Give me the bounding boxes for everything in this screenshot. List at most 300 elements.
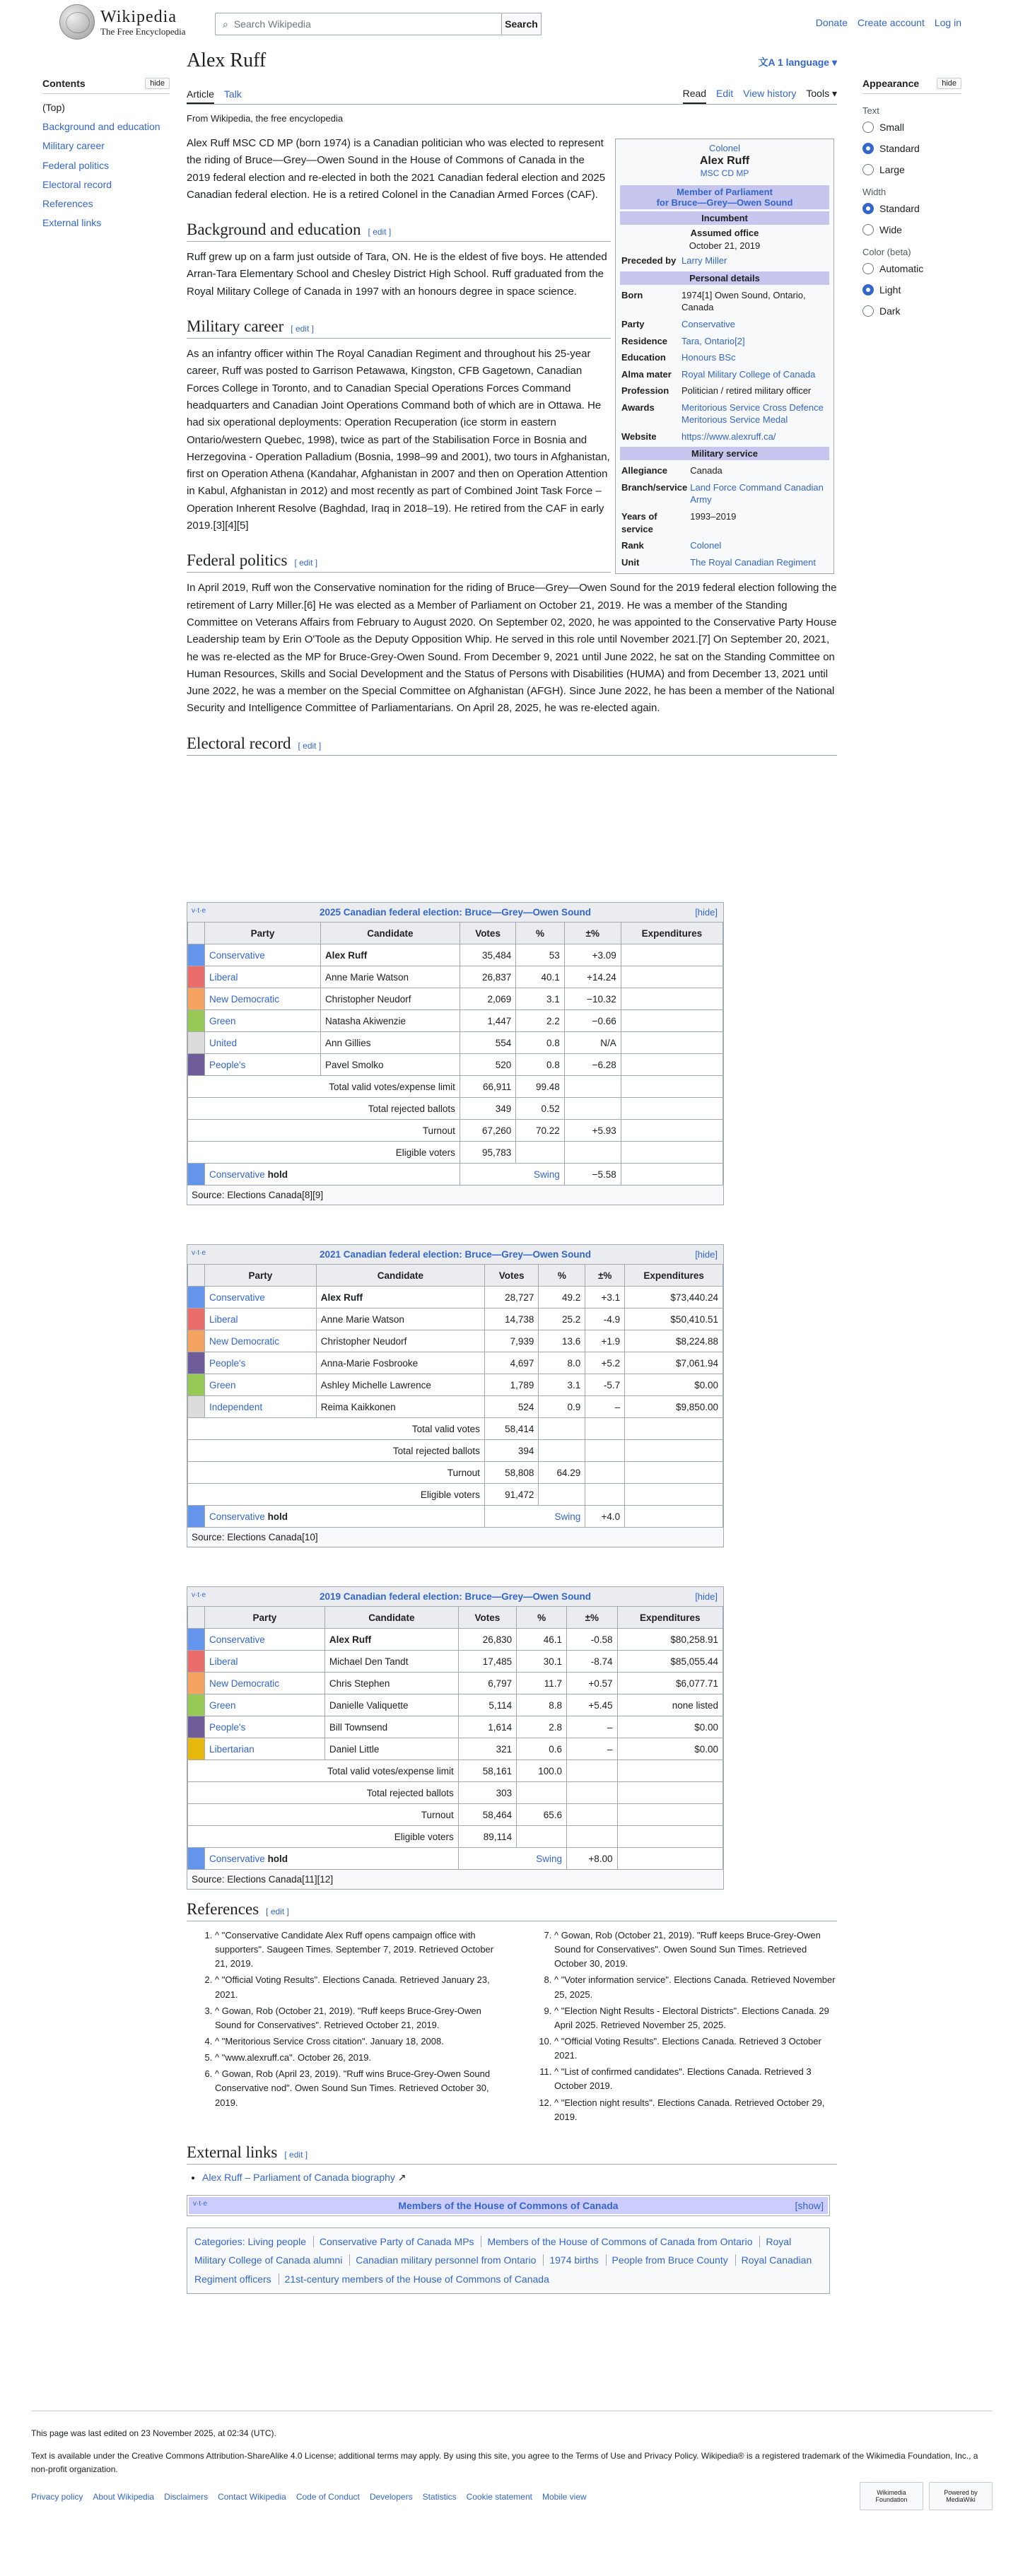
totals-label: Total rejected ballots xyxy=(188,1440,485,1462)
party-link[interactable]: Independent xyxy=(209,1401,263,1412)
totals-row xyxy=(188,1484,723,1506)
unit-value[interactable]: The Royal Canadian Regiment xyxy=(690,556,817,568)
party-link[interactable]: Green xyxy=(209,1015,236,1026)
percent-cell: 2.8 xyxy=(517,1716,567,1738)
vte-links[interactable]: v·t·e xyxy=(192,907,206,915)
votes-cell: 524 xyxy=(484,1396,538,1418)
party-color-swatch xyxy=(188,1374,205,1396)
table-row xyxy=(188,966,723,988)
section-heading-external: External links [ edit ] xyxy=(187,2143,837,2165)
party-link[interactable]: Liberal xyxy=(209,971,238,983)
category-link[interactable]: Conservative Party of Canada MPs xyxy=(313,2236,474,2247)
expenditures-cell: $8,224.88 xyxy=(625,1330,723,1352)
change-cell: +14.24 xyxy=(564,966,621,988)
tab-talk[interactable]: Talk xyxy=(223,88,242,100)
rank-value[interactable]: Colonel xyxy=(690,540,722,551)
appearance-title: Appearance xyxy=(862,78,920,89)
totals-votes: 58,414 xyxy=(484,1418,538,1440)
totals-label: Turnout xyxy=(188,1120,460,1142)
navbox-show-button[interactable]: [show] xyxy=(795,2199,824,2211)
totals-percent xyxy=(539,1440,585,1462)
percent-cell: 0.6 xyxy=(517,1738,567,1760)
totals-change xyxy=(564,1076,621,1098)
candidate-name: Anna-Marie Fosbrooke xyxy=(316,1352,484,1374)
votes-cell: 14,738 xyxy=(484,1309,538,1330)
party-link[interactable]: Green xyxy=(209,1379,236,1391)
party-link[interactable]: Liberal xyxy=(209,1656,238,1667)
party-color-swatch xyxy=(188,1010,205,1032)
category-link[interactable]: Canadian military personnel from Ontario xyxy=(349,2254,536,2266)
table-of-contents xyxy=(42,78,170,235)
preceded-label: Preceded by xyxy=(621,255,677,267)
candidate-name: Pavel Smolko xyxy=(320,1054,460,1076)
candidate-name: Reima Kaikkonen xyxy=(316,1396,484,1418)
expenditures-cell: $80,258.91 xyxy=(617,1629,722,1651)
last-edited: This page was last edited on 23 November 2025, at 02:34 (UTC). xyxy=(31,2428,276,2438)
candidate-name: Danielle Valiquette xyxy=(324,1694,458,1716)
hold-party-link[interactable]: Conservative xyxy=(209,1169,265,1180)
votes-cell: 1,614 xyxy=(458,1716,516,1738)
color-automatic-option[interactable]: Automatic xyxy=(862,263,961,274)
votes-cell: 554 xyxy=(460,1032,515,1054)
swing-link[interactable]: Swing xyxy=(533,1169,560,1180)
totals-percent: 99.48 xyxy=(516,1076,564,1098)
appearance-panel xyxy=(862,78,961,327)
source-note: Source: Elections Canada[10] xyxy=(192,1532,318,1542)
column-header: Expenditures xyxy=(621,923,722,944)
color-label: Color (beta) xyxy=(862,247,911,257)
party-link[interactable]: People's xyxy=(209,1059,246,1070)
reference-item: 7. ^ Gowan, Rob (October 21, 2019). "Ruff keeps Bruce-Grey-Owen Sound for Conservatives". Owen Sound Sun Times. Retrieved October 30, 2019. xyxy=(554,1928,837,1971)
change-cell: +3.1 xyxy=(585,1287,625,1309)
toc-item-background[interactable]: Background and education xyxy=(42,121,160,133)
globe-icon xyxy=(59,4,95,40)
table-row xyxy=(188,1738,723,1760)
change-cell: -8.74 xyxy=(567,1651,618,1673)
section-heading-background: Background and education [ edit ] xyxy=(187,221,611,242)
reference-item: 10. ^ "Official Voting Results". Elections Canada. Retrieved 3 October 2021. xyxy=(554,2035,837,2063)
votes-cell: 26,830 xyxy=(458,1629,516,1651)
search-input[interactable]: ⌕ Search Wikipedia xyxy=(215,13,502,35)
totals-label: Total valid votes/expense limit xyxy=(188,1760,459,1782)
expenditures-cell: $0.00 xyxy=(617,1716,722,1738)
party-color-swatch xyxy=(188,944,205,966)
section-heading-electoral: Electoral record [ edit ] xyxy=(187,734,837,756)
header-swatch xyxy=(188,1265,205,1287)
radio-icon xyxy=(862,164,874,175)
column-header: Candidate xyxy=(324,1607,458,1629)
totals-votes: 67,260 xyxy=(460,1120,515,1142)
toc-item-electoral[interactable]: Electoral record xyxy=(42,178,112,190)
category-link[interactable]: People from Bruce County xyxy=(606,2254,728,2266)
expenditures-cell: $6,077.71 xyxy=(617,1673,722,1694)
column-header: Candidate xyxy=(320,923,460,944)
hold-label: hold xyxy=(267,1169,288,1180)
totals-label: Total valid votes/expense limit xyxy=(188,1076,460,1098)
radio-icon xyxy=(862,122,874,133)
totals-votes: 95,783 xyxy=(460,1142,515,1164)
change-cell: +5.45 xyxy=(567,1694,618,1716)
table-row xyxy=(188,1330,723,1352)
party-link[interactable]: Conservative xyxy=(209,949,265,961)
allegiance-label: Allegiance xyxy=(621,465,668,476)
votes-cell: 17,485 xyxy=(458,1651,516,1673)
toc-item-external[interactable]: External links xyxy=(42,217,102,229)
table-row xyxy=(188,1629,723,1651)
references-list-left xyxy=(187,1928,498,2126)
awards-label: Awards xyxy=(621,402,655,413)
translate-icon: 文A xyxy=(758,57,778,68)
expenditures-cell xyxy=(621,944,722,966)
party-color-swatch xyxy=(188,1054,205,1076)
totals-change xyxy=(567,1804,618,1826)
hold-party-link[interactable]: Conservative xyxy=(209,1853,265,1864)
table-row xyxy=(188,1287,723,1309)
wikipedia-logo[interactable] xyxy=(59,4,186,40)
candidate-name: Daniel Little xyxy=(324,1738,458,1760)
vte-links[interactable]: v·t·e xyxy=(192,1249,206,1257)
party-color-swatch xyxy=(188,1651,205,1673)
candidate-name: Natasha Akiwenzie xyxy=(320,1010,460,1032)
party-label: Party xyxy=(621,319,645,329)
totals-votes: 303 xyxy=(458,1782,516,1804)
votes-cell: 26,837 xyxy=(460,966,515,988)
language-button[interactable]: 文A 1 language ▾ xyxy=(758,57,837,68)
color-light-option[interactable]: Light xyxy=(862,284,961,295)
toc-item-references[interactable]: References xyxy=(42,197,93,209)
party-link[interactable]: People's xyxy=(209,1357,246,1369)
totals-percent: 65.6 xyxy=(517,1804,567,1826)
edit-section-link[interactable]: [ edit ] xyxy=(294,558,318,568)
create-account-link[interactable]: Create account xyxy=(857,17,925,28)
hold-row xyxy=(188,1164,723,1185)
footer-link[interactable]: Privacy policy xyxy=(31,2492,83,2502)
section-heading-military: Military career [ edit ] xyxy=(187,317,611,339)
infobox xyxy=(615,139,834,574)
party-link[interactable]: Conservative xyxy=(209,1634,265,1645)
toc-item-military[interactable]: Military career xyxy=(42,140,105,152)
votes-cell: 4,697 xyxy=(484,1352,538,1374)
totals-change: +5.93 xyxy=(564,1120,621,1142)
navbox xyxy=(187,2195,830,2216)
wikimedia-badge[interactable]: Wikimedia Foundation xyxy=(860,2482,923,2510)
footer-link[interactable]: About Wikipedia xyxy=(93,2492,155,2502)
intro-paragraph: Alex Ruff MSC CD MP (born 1974) is a Canadian politician who was elected to represent the riding of Bruce—Grey—Owen Sound in the House of Commons of Canada in the 2019 federal election and re-elected in both the 2021 Canadian federal election and 2025 Canadian federal election. He is a retired Colonel in the Canadian Armed Forces (CAF). xyxy=(187,137,606,201)
totals-percent: 100.0 xyxy=(517,1760,567,1782)
change-cell: +0.57 xyxy=(567,1673,618,1694)
percent-cell: 3.1 xyxy=(539,1374,585,1396)
totals-votes: 58,161 xyxy=(458,1760,516,1782)
category-link[interactable]: Members of the House of Commons of Canada from Ontario xyxy=(481,2236,752,2247)
election-table xyxy=(187,1244,724,1547)
election-caption[interactable]: 2025 Canadian federal election: Bruce—Grey—Owen Sound xyxy=(319,907,592,918)
totals-row xyxy=(188,1804,723,1826)
totals-row xyxy=(188,1120,723,1142)
change-cell: +1.9 xyxy=(585,1330,625,1352)
footer-link[interactable]: Cookie statement xyxy=(466,2492,532,2502)
tab-article[interactable]: Article xyxy=(187,88,214,104)
search-button[interactable]: Search xyxy=(502,13,542,35)
footer-link[interactable]: Mobile view xyxy=(542,2492,587,2502)
column-header: ±% xyxy=(567,1607,618,1629)
footer-link[interactable]: Contact Wikipedia xyxy=(218,2492,286,2502)
edit-section-link[interactable]: [ edit ] xyxy=(284,2149,308,2160)
change-cell: −6.28 xyxy=(564,1054,621,1076)
infobox-office[interactable]: Member of Parliament xyxy=(677,186,773,197)
section-heading-federal: Federal politics [ edit ] xyxy=(187,551,611,573)
footer-link[interactable]: Disclaimers xyxy=(164,2492,209,2502)
votes-cell: 5,114 xyxy=(458,1694,516,1716)
totals-label: Total rejected ballots xyxy=(188,1098,460,1120)
width-wide-option[interactable]: Wide xyxy=(862,224,961,235)
navbox-vte[interactable]: v·t·e xyxy=(193,2199,207,2208)
party-link[interactable]: New Democratic xyxy=(209,1335,280,1347)
edit-section-link[interactable]: [ edit ] xyxy=(266,1907,289,1916)
category-link[interactable]: 21st-century members of the House of Commons of Canada xyxy=(279,2273,549,2285)
change-cell: +3.09 xyxy=(564,944,621,966)
toc-item-top[interactable]: (Top) xyxy=(42,102,65,113)
tab-edit[interactable]: Edit xyxy=(716,88,734,99)
profession-value: Politician / retired military officer xyxy=(681,385,812,397)
infobox-office-for[interactable]: for Bruce—Grey—Owen Sound xyxy=(656,197,793,208)
candidate-name: Alex Ruff xyxy=(320,944,460,966)
table-row xyxy=(188,1032,723,1054)
totals-percent xyxy=(517,1782,567,1804)
candidate-name: Anne Marie Watson xyxy=(320,966,460,988)
totals-row xyxy=(188,1418,723,1440)
tab-history[interactable]: View history xyxy=(743,88,797,99)
infobox-name: Alex Ruff xyxy=(699,155,750,168)
radio-icon xyxy=(862,263,874,274)
born-value: 1974[1] Owen Sound, Ontario, Canada xyxy=(681,289,806,313)
table-row xyxy=(188,1374,723,1396)
table-row xyxy=(188,1673,723,1694)
references-section: References [ edit ] 1. ^ "Conservative Candidate Alex Ruff opens campaign office with supporters". Saugeen Times. September 7, 2019. Retrieved October 21, 2019. 2. ^ "Official Voting Results". Elections Canada. Retrieved January 23, 2021. 3. ^ Gowan, Rob (October 21, 2019). "Ruff keeps Bruce-Grey-Owen Sound for Conservatives". Retrieved October 21, 2019. 4. ^ "Meritorious Service Cross citation". January 18, 2008. 5. ^ "www.alexruff.ca". October 26, 2019. 6. ^ Gowan, Rob (April 23, 2019). "Ruff wins Bruce-Grey-Owen Sound Conservative nod". Owen Sound Sun Times. Retrieved October 30, 2019. 7. ^ Gowan, Rob (October 21, 2019). "Ruff keeps Bruce-Grey-Owen Sound for Conservatives". Owen Sound Sun Times. Retrieved October 30, 2019. 8. ^ "Voter information service". Elections Canada. Retrieved November 25, 2025. 9. ^ "Election Night Results - Electoral Districts". Elections Canada. 29 April 2025. Retrieved November 25, 2025. 10. ^ "Official Voting Results". Elections Canada. Retrieved 3 October 2021. 11. ^ "List of confirmed candidates". Elections Canada. Retrieved 3 October 2019. 12. ^ "Election night results". Elections Canada. Retrieved October 29, 2019. External links [ edit ] • Alex Ruff – Parliament of Canada biography ↗ v·t·e Members of the House of Commons of Canada [show] Categories: Living people Conservative Party of Canada MPs Members of the House of Commons of Canada from Ontario Royal Military College of Canada alumni Canadian military personnel from Ontario 1974 births People from Bruce County Royal Canadian Regiment officers 21st-century members of the House of Commons of Canada xyxy=(187,1900,837,2294)
military-paragraph: As an infantry officer within The Royal Canadian Regiment and throughout his 25-year career, Ruff was posted to Garrison Petawawa, Kingston, CFB Gagetown, Canadian Forces College in Toronto, and to Canadian Special Operations Forces Command headquarters and Canadian Joint Operations Command both of which are in Ottawa. He had six operational deployments: Operation Recuperation (ice storm in eastern Ontario/western Quebec, 1998), twice as part of the Stabilisation Force in Bosnia and Herzegovina - Operation Palladium (Bosnia, 1998–99 and 2001), two tours in Afghanistan, first on Operation Athena (Kandahar, Afghanistan in 2007 and then on Operation Attention in Kabul, Afghanistan in 2012) and most recently as part of Combined Joint Task Force – Operation Inherent Resolve (Baghdad, Iraq in 2018–19). He retired from the CAF in early 2019.[3][4][5] xyxy=(187,348,610,532)
percent-cell: 30.1 xyxy=(517,1651,567,1673)
reference-item: 2. ^ "Official Voting Results". Elections Canada. Retrieved January 23, 2021. xyxy=(215,1973,498,2001)
change-cell: -0.58 xyxy=(567,1629,618,1651)
election-caption[interactable]: 2021 Canadian federal election: Bruce—Grey—Owen Sound xyxy=(319,1249,592,1260)
residence-value[interactable]: Tara, Ontario[2] xyxy=(681,335,745,346)
infobox-rank-caption[interactable]: Colonel xyxy=(708,143,741,153)
radio-checked-icon xyxy=(862,284,874,295)
change-cell: -5.7 xyxy=(585,1374,625,1396)
election-caption[interactable]: 2019 Canadian federal election: Bruce—Grey—Owen Sound xyxy=(319,1591,592,1602)
page-title: Alex Ruff xyxy=(187,49,267,71)
change-cell: N/A xyxy=(564,1032,621,1054)
text-small-option[interactable]: Small xyxy=(862,122,961,133)
radio-icon xyxy=(862,224,874,235)
toc-hide-button[interactable]: hide xyxy=(145,78,170,89)
width-standard-option[interactable]: Standard xyxy=(862,203,961,214)
percent-cell: 40.1 xyxy=(516,966,564,988)
candidate-name: Christopher Neudorf xyxy=(316,1330,484,1352)
percent-cell: 13.6 xyxy=(539,1330,585,1352)
candidate-name: Ann Gillies xyxy=(320,1032,460,1054)
category-link[interactable]: Living people xyxy=(247,2235,306,2247)
party-color-swatch xyxy=(188,1629,205,1651)
totals-label: Turnout xyxy=(188,1462,485,1484)
external-link-parliament[interactable]: Alex Ruff – Parliament of Canada biography xyxy=(202,2171,395,2183)
expenditures-cell: $9,850.00 xyxy=(625,1396,723,1418)
hide-button[interactable]: [hide] xyxy=(695,907,718,918)
swing-link[interactable]: Swing xyxy=(536,1853,563,1864)
party-value[interactable]: Conservative xyxy=(681,319,735,329)
website-link[interactable]: https://www.alexruff.ca/ xyxy=(681,431,776,442)
totals-change xyxy=(564,1142,621,1164)
tools-menu[interactable]: Tools ▾ xyxy=(806,88,837,99)
tab-read[interactable]: Read xyxy=(683,88,706,104)
text-standard-option[interactable]: Standard xyxy=(862,143,961,154)
footer-link[interactable]: Developers xyxy=(369,2492,413,2502)
totals-change xyxy=(585,1484,625,1506)
party-color-swatch xyxy=(188,1396,205,1418)
category-link[interactable]: Royal Canadian Regiment officers xyxy=(194,2254,812,2285)
expenditures-cell xyxy=(621,1010,722,1032)
percent-cell: 3.1 xyxy=(516,988,564,1010)
party-link[interactable]: Conservative xyxy=(209,1292,265,1303)
column-header: Candidate xyxy=(316,1265,484,1287)
edit-section-link[interactable]: [ edit ] xyxy=(298,740,322,751)
reference-item: 9. ^ "Election Night Results - Electoral Districts". Elections Canada. 29 April 2025. Retrieved November 25, 2025. xyxy=(554,2004,837,2032)
hide-button[interactable]: [hide] xyxy=(695,1591,718,1602)
table-row xyxy=(188,1010,723,1032)
party-link[interactable]: New Democratic xyxy=(209,1678,280,1689)
edit-section-link[interactable]: [ edit ] xyxy=(368,227,392,238)
change-cell: -4.9 xyxy=(585,1309,625,1330)
totals-votes: 58,808 xyxy=(484,1462,538,1484)
hold-row xyxy=(188,1848,723,1870)
totals-votes: 91,472 xyxy=(484,1484,538,1506)
expenditures-cell xyxy=(621,1032,722,1054)
appearance-hide-button[interactable]: hide xyxy=(937,78,961,89)
hold-swatch xyxy=(188,1848,205,1870)
change-cell: – xyxy=(567,1716,618,1738)
totals-label: Turnout xyxy=(188,1804,459,1826)
branch-value[interactable]: Land Force Command Canadian Army xyxy=(690,481,824,505)
party-color-swatch xyxy=(188,1330,205,1352)
navbox-title[interactable]: Members of the House of Commons of Canada xyxy=(398,2199,619,2211)
radio-checked-icon xyxy=(862,203,874,214)
reference-item: 11. ^ "List of confirmed candidates". Elections Canada. Retrieved 3 October 2019. xyxy=(554,2065,837,2093)
percent-cell: 8.0 xyxy=(539,1352,585,1374)
party-link[interactable]: People's xyxy=(209,1721,246,1733)
category-link[interactable]: Royal Military College of Canada alumni xyxy=(194,2235,792,2266)
hide-button[interactable]: [hide] xyxy=(695,1249,718,1260)
swing-value: −5.58 xyxy=(564,1164,621,1185)
expenditures-cell: $85,055.44 xyxy=(617,1651,722,1673)
percent-cell: 8.8 xyxy=(517,1694,567,1716)
totals-row xyxy=(188,1440,723,1462)
search-icon: ⌕ xyxy=(223,18,228,30)
hold-label: hold xyxy=(267,1853,288,1864)
expenditures-cell xyxy=(621,1054,722,1076)
donate-link[interactable]: Donate xyxy=(815,17,848,28)
education-value[interactable]: Honours BSc xyxy=(681,352,736,363)
swing-value: +8.00 xyxy=(567,1848,618,1870)
infobox-incumbent: Incumbent xyxy=(620,211,829,225)
totals-percent: 70.22 xyxy=(516,1120,564,1142)
hold-party-link[interactable]: Conservative xyxy=(209,1511,265,1522)
votes-cell: 35,484 xyxy=(460,944,515,966)
party-color-swatch xyxy=(188,966,205,988)
column-header: % xyxy=(539,1265,585,1287)
login-link[interactable]: Log in xyxy=(934,17,961,28)
footer-link[interactable]: Code of Conduct xyxy=(296,2492,360,2502)
swing-link[interactable]: Swing xyxy=(554,1511,581,1522)
table-row xyxy=(188,1694,723,1716)
column-header: ±% xyxy=(564,923,621,944)
edit-section-link[interactable]: [ edit ] xyxy=(291,324,314,334)
party-link[interactable]: Liberal xyxy=(209,1313,238,1325)
vte-links[interactable]: v·t·e xyxy=(192,1591,206,1599)
totals-row xyxy=(188,1782,723,1804)
totals-votes: 394 xyxy=(484,1440,538,1462)
categories-label[interactable]: Categories: xyxy=(194,2235,245,2247)
change-cell: – xyxy=(567,1738,618,1760)
party-link[interactable]: Libertarian xyxy=(209,1743,255,1755)
party-link[interactable]: Green xyxy=(209,1699,236,1711)
party-color-swatch xyxy=(188,1694,205,1716)
infobox-postnominals[interactable]: MSC CD MP xyxy=(700,168,749,179)
party-color-swatch xyxy=(188,1352,205,1374)
expenditures-cell: $0.00 xyxy=(617,1738,722,1760)
expenditures-cell: none listed xyxy=(617,1694,722,1716)
totals-change xyxy=(567,1782,618,1804)
totals-percent: 0.52 xyxy=(516,1098,564,1120)
radio-icon xyxy=(862,305,874,317)
party-link[interactable]: New Democratic xyxy=(209,993,280,1005)
table-row xyxy=(188,988,723,1010)
toc-item-federal[interactable]: Federal politics xyxy=(42,159,110,171)
totals-label: Eligible voters xyxy=(188,1484,485,1506)
table-row xyxy=(188,1716,723,1738)
assumed-office-label: Assumed office xyxy=(690,227,759,238)
column-header: Expenditures xyxy=(617,1607,722,1629)
alma-mater-value[interactable]: Royal Military College of Canada xyxy=(681,368,816,380)
awards-value[interactable]: Meritorious Service Cross Defence Meritorious Service Medal xyxy=(681,402,824,426)
votes-cell: 1,447 xyxy=(460,1010,515,1032)
category-link[interactable]: 1974 births xyxy=(543,2254,598,2266)
born-label: Born xyxy=(621,289,643,300)
preceded-value[interactable]: Larry Miller xyxy=(681,255,727,267)
color-dark-option[interactable]: Dark xyxy=(862,305,961,317)
allegiance-value: Canada xyxy=(690,465,722,476)
expenditures-cell: $0.00 xyxy=(625,1374,723,1396)
party-link[interactable]: United xyxy=(209,1037,238,1048)
footer-link[interactable]: Statistics xyxy=(422,2492,457,2502)
percent-cell: 0.9 xyxy=(539,1396,585,1418)
mediawiki-badge[interactable]: Powered by MediaWiki xyxy=(929,2482,993,2510)
text-large-option[interactable]: Large xyxy=(862,164,961,175)
header-swatch xyxy=(188,1607,205,1629)
table-row xyxy=(188,1651,723,1673)
branch-label: Branch/service xyxy=(621,481,688,493)
candidate-name: Anne Marie Watson xyxy=(316,1309,484,1330)
column-header: Party xyxy=(205,923,321,944)
votes-cell: 2,069 xyxy=(460,988,515,1010)
totals-row xyxy=(188,1076,723,1098)
votes-cell: 520 xyxy=(460,1054,515,1076)
header-swatch xyxy=(188,923,205,944)
candidate-name: Ashley Michelle Lawrence xyxy=(316,1374,484,1396)
unit-label: Unit xyxy=(621,556,640,568)
percent-cell: 53 xyxy=(516,944,564,966)
totals-row xyxy=(188,1826,723,1848)
source-note: Source: Elections Canada[11][12] xyxy=(192,1874,334,1885)
page-tabs xyxy=(187,83,837,105)
